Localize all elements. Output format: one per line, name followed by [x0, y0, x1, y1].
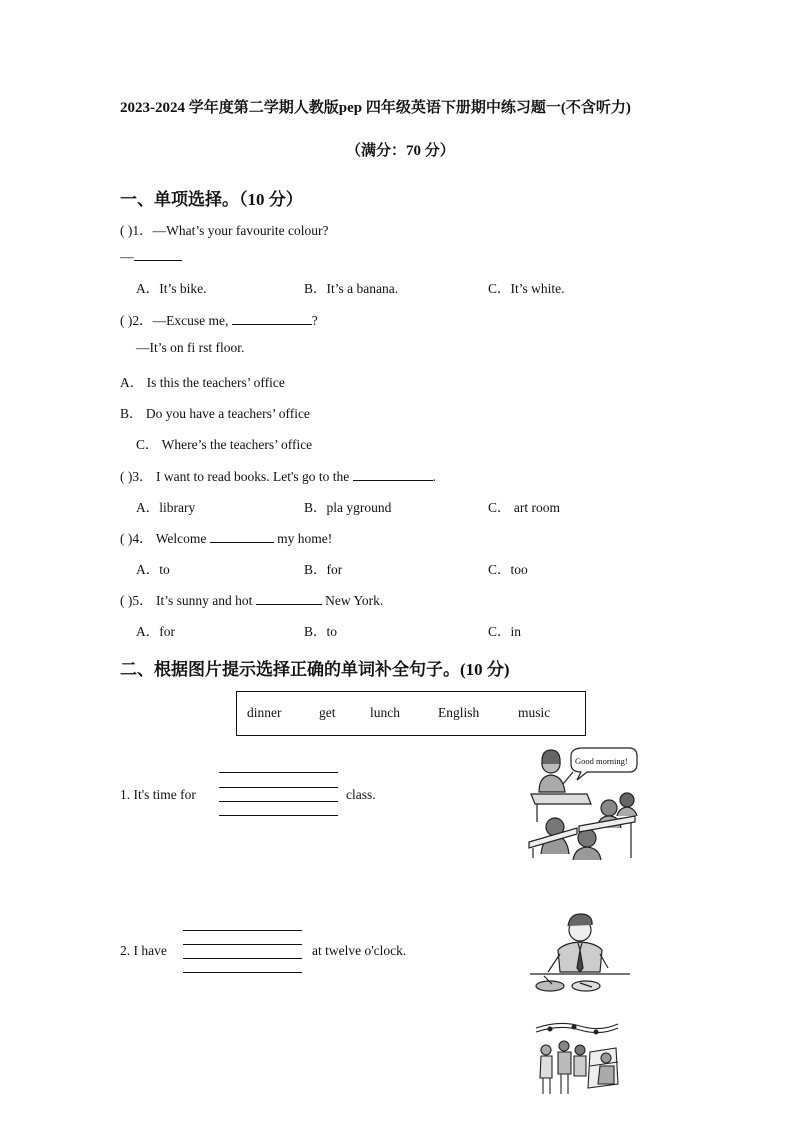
q5-blank[interactable]	[256, 590, 322, 605]
q3-option-a: A．library	[136, 500, 196, 515]
word-bank-item: get	[319, 705, 336, 720]
s2-q2-text: 2. I have	[120, 943, 167, 958]
q3-prompt-end: .	[432, 469, 437, 484]
s2-q2-line-bottom	[183, 972, 302, 973]
q3-prompt-text: ( )3． I want to read books. Let's go to the	[120, 469, 353, 484]
word-bank	[236, 691, 586, 736]
q2-prompt-end: ?	[311, 313, 318, 328]
q2-prompt-text: ( )2．—Excuse me,	[120, 313, 232, 328]
music-illustration	[530, 1018, 622, 1100]
q2-blank[interactable]	[232, 310, 312, 325]
q1-blank[interactable]	[134, 246, 182, 261]
s2-q1-text-end: class.	[346, 787, 376, 802]
s2-q2-answer-line[interactable]	[183, 944, 302, 945]
s2-q1-line-mid	[219, 801, 338, 802]
q3-blank[interactable]	[353, 466, 433, 481]
q4-prompt-end: my home!	[273, 531, 333, 546]
q4-blank[interactable]	[210, 528, 274, 543]
q3-option-b: B．pla yground	[304, 500, 392, 515]
q1-dash: —	[120, 249, 134, 264]
q2-option-a: A． Is this the teachers’ office	[120, 375, 285, 390]
classroom-illustration	[527, 742, 639, 860]
section1-heading: 一、单项选择。（10 分）	[120, 190, 303, 209]
q1-option-c: C．It’s white.	[488, 281, 565, 296]
word-bank-item: music	[518, 705, 551, 720]
q3-option-c: C． art room	[488, 500, 560, 515]
q1-option-a: A．It’s bike.	[136, 281, 207, 296]
q2-option-c: C． Where’s the teachers’ office	[136, 437, 313, 452]
q2-option-b: B． Do you have a teachers’ office	[120, 406, 310, 421]
page-title: 2023-2024 学年度第二学期人教版pep 四年级英语下册期中练习题一(不含听力)	[120, 100, 631, 116]
q4-option-b: B．for	[304, 562, 343, 577]
word-bank-item: English	[438, 705, 480, 720]
q5-option-a: A．for	[136, 624, 175, 639]
q4-option-a: A．to	[136, 562, 170, 577]
s2-q2-text-end: at twelve o'clock.	[312, 943, 407, 958]
q2-reply: —It’s on fi rst floor.	[136, 340, 245, 355]
speech-bubble-text: Good morning!	[575, 756, 628, 766]
q1-prompt: ( )1．—What’s your favourite colour?	[120, 223, 329, 238]
section2-heading: 二、根据图片提示选择正确的单词补全句子。(10 分)	[120, 660, 510, 679]
q5-prompt-end: New York.	[321, 593, 384, 608]
q4-prompt	[120, 527, 332, 547]
q4-option-c: C．too	[488, 562, 528, 577]
q3-prompt	[120, 465, 436, 485]
s2-q1-text: 1. It's time for	[120, 787, 196, 802]
lunch-illustration	[530, 910, 630, 998]
s2-q1-line-bottom	[219, 815, 338, 816]
q1-answer-line	[120, 246, 182, 265]
s2-q1-line-top	[219, 772, 338, 773]
word-bank-item: dinner	[247, 705, 282, 720]
q5-prompt	[120, 589, 383, 609]
s2-q2-line-top	[183, 930, 302, 931]
q4-prompt-text: ( )4． Welcome	[120, 531, 210, 546]
q1-option-b: B．It’s a banana.	[304, 281, 399, 296]
s2-q1-answer-line[interactable]	[219, 787, 338, 788]
word-bank-item: lunch	[370, 705, 400, 720]
s2-q2-line-mid	[183, 958, 302, 959]
score-note: （满分：70 分）	[346, 143, 455, 159]
q5-option-b: B．to	[304, 624, 338, 639]
q5-option-c: C．in	[488, 624, 522, 639]
q2-prompt	[120, 309, 318, 329]
q5-prompt-text: ( )5． It’s sunny and hot	[120, 593, 256, 608]
